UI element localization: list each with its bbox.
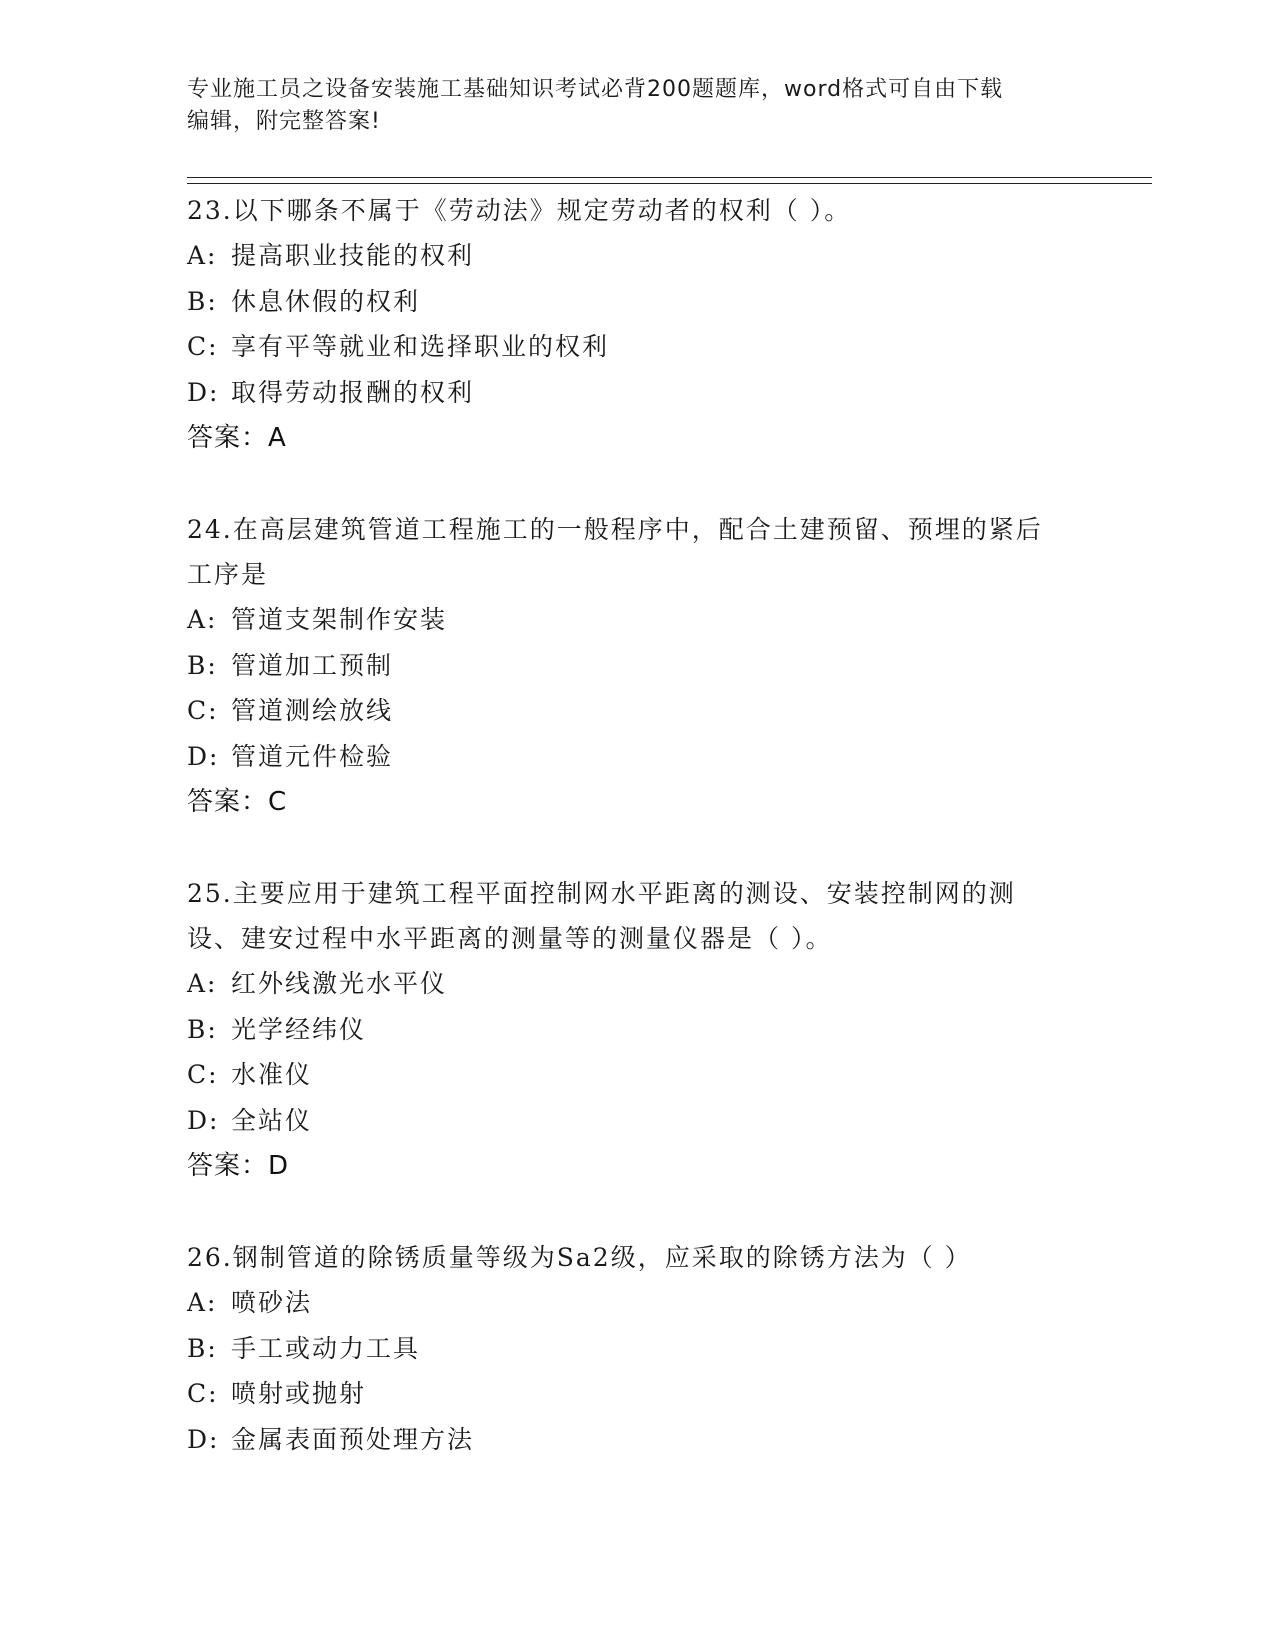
header-line-2: 编辑，附完整答案! [187,109,381,134]
option-b [187,1007,1087,1053]
option-letter: D: [187,741,220,771]
option-text: 红外线激光水平仪 [231,969,448,998]
answer-line: 答案：D [187,1151,290,1181]
option-text: 手工或动力工具 [231,1333,421,1363]
option-letter: C: [187,1060,219,1089]
option-text: 金属表面预处理方法 [231,1424,475,1454]
option-text: 管道测绘放线 [231,696,394,725]
option-letter: B: [187,286,218,316]
option-letter: C: [187,332,219,361]
question-24 [187,507,1087,825]
question-stem: 23.以下哪条不属于《劳动法》规定劳动者的权利（ ）。 [187,196,852,225]
answer-line: 答案：C [187,787,288,817]
option-c [187,1052,1087,1098]
option-text: 全站仪 [231,1105,313,1135]
option-b [187,1326,1087,1372]
option-text: 取得劳动报酬的权利 [231,377,475,407]
option-d [187,1417,1087,1463]
option-a [187,233,1087,279]
option-text: 管道加工预制 [231,650,394,680]
header-rule-top [187,177,1152,178]
option-text: 喷射或抛射 [231,1379,367,1408]
option-d [187,734,1087,780]
option-c [187,1371,1087,1417]
answer-line: 答案：A [187,423,287,453]
option-d [187,1098,1087,1144]
option-text: 管道元件检验 [231,741,394,771]
header-line-1: 专业施工员之设备安装施工基础知识考试必背200题题库，word格式可自由下载 [187,77,1004,102]
option-text: 管道支架制作安装 [231,605,448,634]
option-letter: C: [187,696,219,725]
question-stem: 24.在高层建筑管道工程施工的一般程序中，配合土建预留、预埋的紧后工序是 [187,515,1043,589]
option-b [187,279,1087,325]
option-text: 光学经纬仪 [231,1014,367,1044]
question-25 [187,871,1087,1189]
header-rule-bottom [187,183,1152,184]
option-letter: A: [187,969,218,998]
option-text: 提高职业技能的权利 [231,241,475,270]
option-text: 享有平等就业和选择职业的权利 [231,332,610,361]
option-letter: A: [187,605,218,634]
option-c [187,324,1087,370]
option-b [187,643,1087,689]
option-letter: B: [187,650,218,680]
question-stem: 25.主要应用于建筑工程平面控制网水平距离的测设、安装控制网的测设、建安过程中水平距离的测量等的测量仪器是（ ）。 [187,879,1016,953]
question-stem: 26.钢制管道的除锈质量等级为Sa2级，应采取的除锈方法为（ ） [187,1243,972,1272]
option-a [187,597,1087,643]
option-letter: A: [187,241,218,270]
document-header [187,74,1067,138]
option-letter: C: [187,1379,219,1408]
option-letter: D: [187,377,220,407]
question-23 [187,188,1087,461]
option-letter: D: [187,1105,220,1135]
question-26 [187,1235,1087,1462]
option-text: 水准仪 [231,1060,313,1089]
option-letter: B: [187,1014,218,1044]
option-text: 休息休假的权利 [231,286,421,316]
option-letter: A: [187,1288,218,1317]
option-a [187,1280,1087,1326]
option-letter: B: [187,1333,218,1363]
option-a [187,961,1087,1007]
option-letter: D: [187,1424,220,1454]
option-text: 喷砂法 [231,1288,313,1317]
option-c [187,688,1087,734]
question-list [187,188,1087,1508]
option-d [187,370,1087,416]
